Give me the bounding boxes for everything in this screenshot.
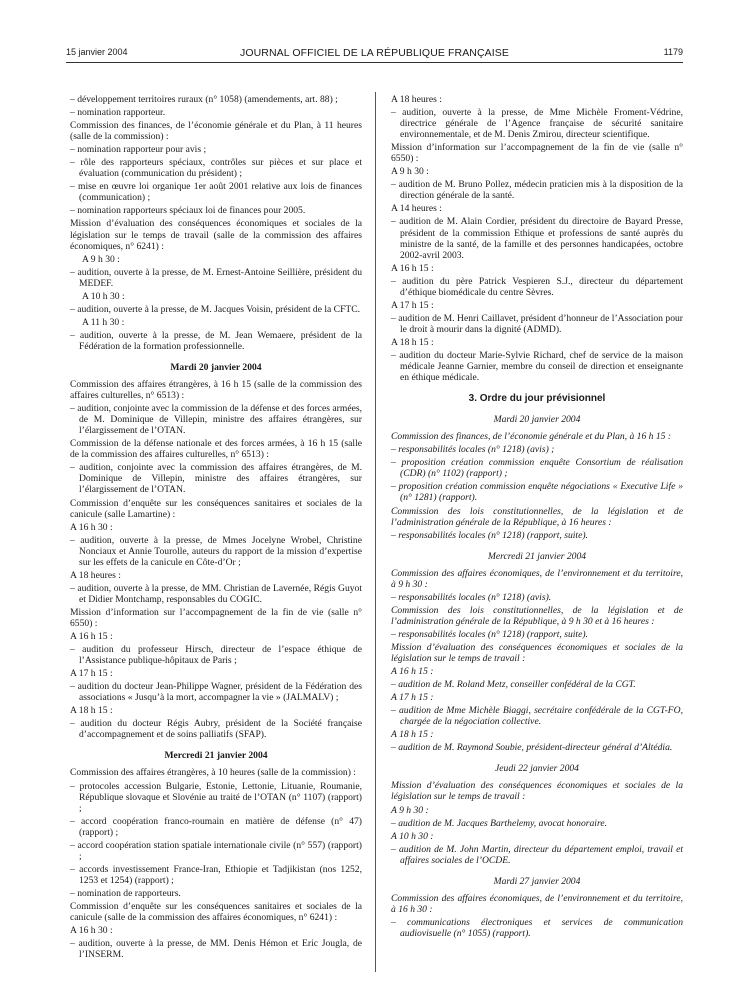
agenda-item: – audition, conjointe avec la commission des affaires étrangères, de M. Dominique de Villepin, ministre des affaires étrangères, sur l’élargissement de l’OTAN. bbox=[70, 462, 362, 496]
column-divider bbox=[375, 92, 376, 972]
left-column bbox=[70, 94, 362, 962]
paragraph: Commission d’enquête sur les conséquences sanitaires et sociales de la canicule (salle Lamartine) : bbox=[70, 497, 362, 520]
paragraph: A 17 h 15 : bbox=[70, 668, 113, 680]
agenda-item: – audition de M. Henri Caillavet, président d’honneur de l’Association pour le droit à mourir dans la dignité (ADMD). bbox=[391, 312, 683, 335]
agenda-item: – audition du docteur Jean-Philippe Wagner, président de la Fédération des associations « Jusqu’à la mort, accompagner la vie » (JALMALV) ; bbox=[70, 681, 362, 704]
paragraph: A 16 h 15 : bbox=[70, 631, 113, 643]
date-heading: Jeudi 22 janvier 2004 bbox=[495, 763, 579, 775]
paragraph: Mission d’information sur l’accompagnement de la fin de vie (salle n° 6550) : bbox=[391, 142, 683, 165]
agenda-item: – audition de M. Bruno Pollez, médecin praticien mis à la disposition de la direction générale de la santé. bbox=[391, 179, 683, 202]
agenda-item: – audition de M. Raymond Soubie, président-directeur général d’Altédia. bbox=[391, 742, 673, 754]
agenda-item: – audition, ouverte à la presse, de M. Ernest-Antoine Seillière, président du MEDEF. bbox=[70, 266, 362, 289]
agenda-item: – audition du professeur Hirsch, directeur de l’espace éthique de l’Assistance publique-hôpitaux de Paris ; bbox=[70, 644, 362, 667]
paragraph: A 18 heures : bbox=[391, 94, 442, 105]
agenda-item: – responsabilités locales (n° 1218) (avis). bbox=[391, 591, 552, 603]
paragraph: Mission d’évaluation des conséquences économiques et sociales de la législation sur le temps de travail : bbox=[391, 641, 683, 665]
paragraph: A 18 heures : bbox=[70, 569, 121, 581]
paragraph: Mission d’évaluation des conséquences économiques et sociales de la législation sur le temps de travail : bbox=[391, 780, 683, 803]
agenda-item: – audition du docteur Marie-Sylvie Richard, chef de service de la maison médicale Jeanne Garnier, membre du conseil de direction et enseignante en éthique médicale. bbox=[391, 349, 683, 384]
agenda-item: – rôle des rapporteurs spéciaux, contrôles sur pièces et sur place et évaluation (communication du président) ; bbox=[70, 157, 362, 180]
date-heading: Mercredi 21 janvier 2004 bbox=[487, 550, 587, 562]
agenda-item: – audition, ouverte à la presse, de Mmes Jocelyne Wrobel, Christine Nonciaux et Annie Tourolle, auteurs du rapport de la mission d’expertise sur les effets de la canicule en Côte-d’Or ; bbox=[70, 534, 362, 568]
paragraph: Commission des affaires économiques, de l’environnement et du territoire, à 16 h 30 : bbox=[391, 892, 683, 915]
header-date: 15 janvier 2004 bbox=[66, 47, 128, 57]
agenda-item: – responsabilités locales (n° 1218) (avis) ; bbox=[391, 444, 555, 456]
paragraph: A 17 h 15 : bbox=[391, 692, 434, 704]
agenda-item: – audition, ouverte à la presse, de MM. Christian de Lavernée, Régis Guyot et Didier Montchamp, responsables du COGIC. bbox=[70, 582, 362, 605]
agenda-item: – communications électroniques et services de communication audiovisuelle (n° 1055) (rapport). bbox=[391, 916, 683, 939]
paragraph: A 9 h 30 : bbox=[391, 166, 429, 178]
paragraph: Commission des affaires étrangères, à 10 heures (salle de la commission) : bbox=[70, 767, 356, 779]
paragraph: A 16 h 30 : bbox=[70, 521, 113, 533]
paragraph: Mission d’évaluation des conséquences économiques et sociales de la législation sur le temps de travail (salle de la commission des affaires économiques, n° 6241) : bbox=[70, 218, 362, 252]
agenda-item: – accord coopération station spatiale internationale civile (n° 557) (rapport) ; bbox=[70, 839, 362, 862]
paragraph: A 9 h 30 : bbox=[391, 804, 429, 816]
agenda-item: – audition de Mme Michèle Biaggi, secrétaire confédérale de la CGT-FO, chargée de la négociation collective. bbox=[391, 705, 683, 728]
right-column bbox=[391, 94, 683, 941]
agenda-item: – audition, ouverte à la presse, de M. Jacques Voisin, président de la CFTC. bbox=[70, 303, 361, 315]
agenda-item: – nomination de rapporteurs. bbox=[70, 887, 181, 899]
paragraph: A 16 h 15 : bbox=[391, 262, 434, 274]
header-rule bbox=[66, 62, 683, 63]
paragraph: A 17 h 15 : bbox=[391, 299, 434, 311]
date-heading: Mercredi 21 janvier 2004 bbox=[164, 750, 268, 762]
paragraph: Mission d’information sur l’accompagnement de la fin de vie (salle n° 6550) : bbox=[70, 606, 362, 629]
agenda-item: – audition, ouverte à la presse, de Mme Michèle Froment-Védrine, directrice générale de l’Agence française de sécurité sanitaire environnementale, et de M. Denis Zmirou, directeur scientifique. bbox=[391, 107, 683, 141]
paragraph: Commission des affaires étrangères, à 16 h 15 (salle de la commission des affaires culturelles, n° 6513) : bbox=[70, 379, 362, 402]
agenda-item: – responsabilités locales (n° 1218) (rapport, suite). bbox=[391, 628, 588, 640]
agenda-item: – audition de M. Roland Metz, conseiller confédéral de la CGT. bbox=[391, 679, 636, 691]
paragraph: Commission des lois constitutionnelles, de la législation et de l’administration générale de la République, à 16 heures : bbox=[391, 505, 683, 528]
agenda-item: – mise en œuvre loi organique 1er août 2001 relative aux lois de finances (communication) ; bbox=[70, 181, 362, 204]
paragraph: A 11 h 30 : bbox=[82, 316, 125, 328]
paragraph: Commission des finances, de l’économie générale et du Plan, à 11 heures (salle de la commission) : bbox=[70, 120, 362, 143]
agenda-item: – nomination rapporteur. bbox=[70, 107, 166, 119]
paragraph: A 14 heures : bbox=[391, 203, 442, 215]
paragraph: A 18 h 15 : bbox=[70, 705, 113, 717]
agenda-item: – accord coopération franco-roumain en matière de défense (n° 47) (rapport) ; bbox=[70, 815, 362, 838]
paragraph: A 16 h 15 : bbox=[391, 666, 434, 678]
paragraph: A 18 h 15 : bbox=[391, 336, 434, 348]
agenda-item: – proposition création commission enquête négociations « Executive Life » (n° 1281) (rapport). bbox=[391, 481, 683, 504]
paragraph: A 10 h 30 : bbox=[82, 290, 125, 302]
agenda-item: – audition de M. John Martin, directeur du département emploi, travail et affaires sociales de l’OCDE. bbox=[391, 843, 683, 866]
section-heading: 3. Ordre du jour prévisionnel bbox=[468, 393, 606, 405]
agenda-item: – proposition création commission enquête Consortium de réalisation (CDR) (n° 1102) (rapport) ; bbox=[391, 457, 683, 480]
agenda-item: – nomination rapporteurs spéciaux loi de finances pour 2005. bbox=[70, 205, 306, 217]
paragraph: A 16 h 30 : bbox=[70, 925, 113, 937]
agenda-item: – développement territoires ruraux (n° 1058) (amendements, art. 88) ; bbox=[70, 94, 338, 105]
date-heading: Mardi 20 janvier 2004 bbox=[170, 361, 262, 373]
agenda-item: – audition, ouverte à la presse, de M. Jean Wemaere, président de la Fédération de la formation professionnelle. bbox=[70, 329, 362, 352]
agenda-item: – audition de M. Jacques Barthelemy, avocat honoraire. bbox=[391, 817, 607, 829]
paragraph: A 18 h 15 : bbox=[391, 729, 434, 741]
paragraph: Commission des lois constitutionnelles, de la législation et de l’administration générale de la République, à 9 h 30 et à 16 heures : bbox=[391, 604, 683, 627]
agenda-item: – protocoles accession Bulgarie, Estonie, Lettonie, Lituanie, Roumanie, République slovaque et Slovénie au traité de l’OTAN (n° 1107) (rapport) ; bbox=[70, 780, 362, 814]
page-number: 1179 bbox=[663, 47, 683, 57]
paragraph: A 9 h 30 : bbox=[82, 253, 120, 265]
paragraph: Commission des finances, de l’économie générale et du Plan, à 16 h 15 : bbox=[391, 431, 672, 443]
date-heading: Mardi 20 janvier 2004 bbox=[493, 414, 581, 426]
agenda-item: – audition du docteur Régis Aubry, président de la Société française d’accompagnement et de soins palliatifs (SFAP). bbox=[70, 718, 362, 741]
agenda-item: – nomination rapporteur pour avis ; bbox=[70, 144, 207, 156]
page-header bbox=[66, 47, 683, 61]
paragraph: Commission des affaires économiques, de l’environnement et du territoire, à 9 h 30 : bbox=[391, 567, 683, 590]
agenda-item: – audition de M. Alain Cordier, président du directoire de Bayard Presse, président de la commission Ethique et professions de santé auprès du ministre de la santé, de la famille et des personnes handicapées, octobre 2002-avril 2003. bbox=[391, 216, 683, 261]
paragraph: A 10 h 30 : bbox=[391, 830, 434, 842]
date-heading: Mardi 27 janvier 2004 bbox=[493, 875, 581, 887]
agenda-item: – responsabilités locales (n° 1218) (rapport, suite). bbox=[391, 529, 588, 541]
journal-title: JOURNAL OFFICIEL DE LA RÉPUBLIQUE FRANÇAISE bbox=[240, 47, 509, 59]
agenda-item: – audition du père Patrick Vespieren S.J., directeur du département d’éthique biomédicale du centre Sèvres. bbox=[391, 275, 683, 298]
paragraph: Commission de la défense nationale et des forces armées, à 16 h 15 (salle de la commission des affaires culturelles, n° 6513) : bbox=[70, 438, 362, 461]
agenda-item: – accords investissement France-Iran, Ethiopie et Tadjikistan (nos 1252, 1253 et 1254) (rapport) ; bbox=[70, 863, 362, 886]
agenda-item: – audition, ouverte à la presse, de MM. Denis Hémon et Eric Jougla, de l’INSERM. bbox=[70, 938, 362, 961]
agenda-item: – audition, conjointe avec la commission de la défense et des forces armées, de M. Dominique de Villepin, ministre des affaires étrangères, sur l’élargissement de l’OTAN. bbox=[70, 403, 362, 437]
paragraph: Commission d’enquête sur les conséquences sanitaires et sociales de la canicule (salle de la commission des affaires économiques, n° 6241) : bbox=[70, 901, 362, 924]
